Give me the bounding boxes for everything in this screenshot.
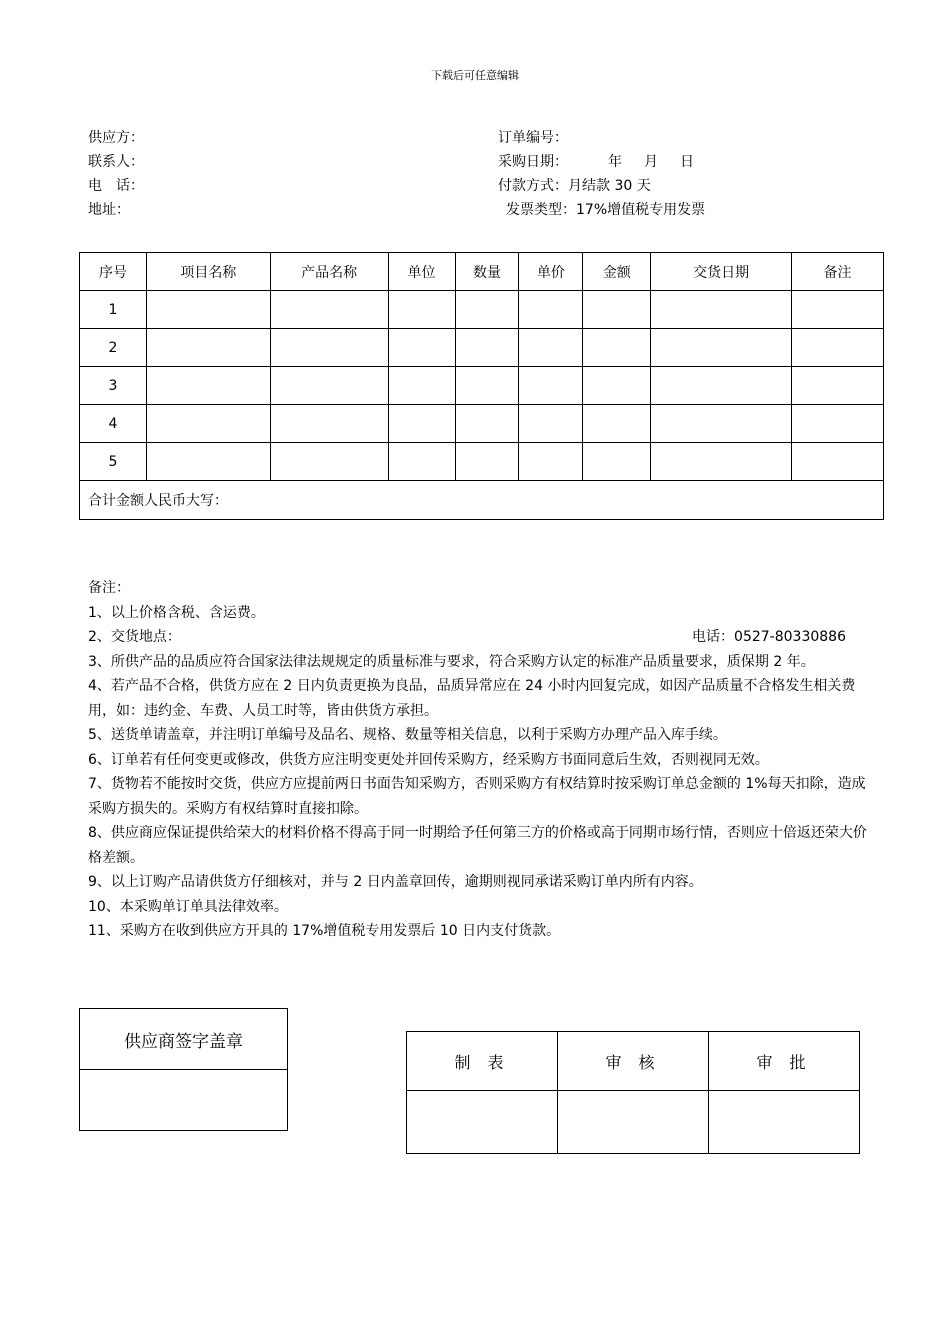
row-index: 3 [80,367,147,405]
header-amount: 金额 [583,253,651,291]
header-unit: 单位 [388,253,455,291]
payment-method: 付款方式：月结款 30 天 [498,178,651,194]
note-item: 8、供应商应保证提供给荣大的材料价格不得高于同一时期给予任何第三方的价格或高于同期市场行情，否则应十倍返还荣大价格差额。 [88,825,867,866]
approval-table [406,1031,860,1154]
invoice-type: 发票类型：17%增值税专用发票 [506,202,706,218]
note-item: 9、以上订购产品请供货方仔细核对，并与 2 日内盖章回传，逾期则视同承诺采购订单内所有内容。 [88,874,703,890]
row-index: 4 [80,405,147,443]
total-row [80,481,884,520]
month-label: 月 [644,154,658,170]
supplier-label: 供应方： [88,130,144,146]
header-remark: 备注 [792,253,884,291]
total-amount-label[interactable]: 合计金额人民币大写： [80,481,884,520]
row-index: 2 [80,329,147,367]
header-note: 下载后可任意编辑 [431,69,519,82]
header-index: 序号 [80,253,147,291]
notes-title: 备注： [88,580,130,596]
approved-by-field[interactable] [709,1091,860,1154]
approved-by-label: 审 批 [709,1032,860,1091]
note-item: 5、送货单请盖章，并注明订单编号及品名、规格、数量等相关信息，以利于采购方办理产品入库手续。 [88,727,727,743]
order-table [79,252,884,520]
year-label: 年 [608,154,622,170]
table-row [80,329,884,367]
row-index: 1 [80,291,147,329]
note-item: 3、所供产品的品质应符合国家法律法规规定的质量标准与要求，符合采购方认定的标准产品质量要求，质保期 2 年。 [88,653,815,670]
table-header-row [80,253,884,291]
supplier-signature-field[interactable] [80,1070,288,1131]
table-row [80,367,884,405]
notes-section [88,576,878,944]
supplier-signature-box [79,1008,288,1131]
header-product-name: 产品名称 [270,253,388,291]
table-row [80,405,884,443]
header-quantity: 数量 [455,253,519,291]
note-item: 1、以上价格含税、含运费。 [88,604,265,621]
header-project-name: 项目名称 [146,253,270,291]
note-item: 6、订单若有任何变更或修改，供货方应注明变更处并回传采购方，经采购方书面同意后生效，否则视同无效。 [88,751,769,768]
purchase-date-row [498,150,705,174]
row-index: 5 [80,443,147,481]
supplier-signature-label: 供应商签字盖章 [80,1009,288,1070]
address-label: 地址： [88,202,130,218]
note-item-delivery [88,625,878,650]
reviewed-by-label: 审 核 [558,1032,709,1091]
prepared-by-field[interactable] [407,1091,558,1154]
reviewed-by-field[interactable] [558,1091,709,1154]
note-item: 10、本采购单订单具法律效率。 [88,898,288,915]
supplier-info-left [88,126,144,222]
phone-label: 电 话： [88,178,144,194]
prepared-by-label: 制 表 [407,1032,558,1091]
day-label: 日 [680,154,694,170]
order-info-right [498,126,705,222]
header-unit-price: 单价 [519,253,583,291]
note-item: 11、采购方在收到供应方开具的 17%增值税专用发票后 10 日内支付货款。 [88,923,561,939]
table-row [80,291,884,329]
header-delivery-date: 交货日期 [651,253,792,291]
order-number-label: 订单编号： [498,130,568,146]
table-row [80,443,884,481]
contact-label: 联系人： [88,154,144,170]
contact-phone: 电话：0527-80330886 [692,629,846,645]
delivery-location-label: 2、交货地点： [88,629,181,645]
note-item: 4、若产品不合格，供货方应在 2 日内负责更换为良品，品质异常应在 24 小时内回复完成，如因产品质量不合格发生相关费用，如：违约金、车费、人员工时等，皆由供货方承担。 [88,678,856,719]
note-item: 7、货物若不能按时交货，供应方应提前两日书面告知采购方，否则采购方有权结算时按采购订单总金额的 1%每天扣除，造成采购方损失的。采购方有权结算时直接扣除。 [88,776,866,817]
purchase-date-label: 采购日期： [498,154,568,170]
